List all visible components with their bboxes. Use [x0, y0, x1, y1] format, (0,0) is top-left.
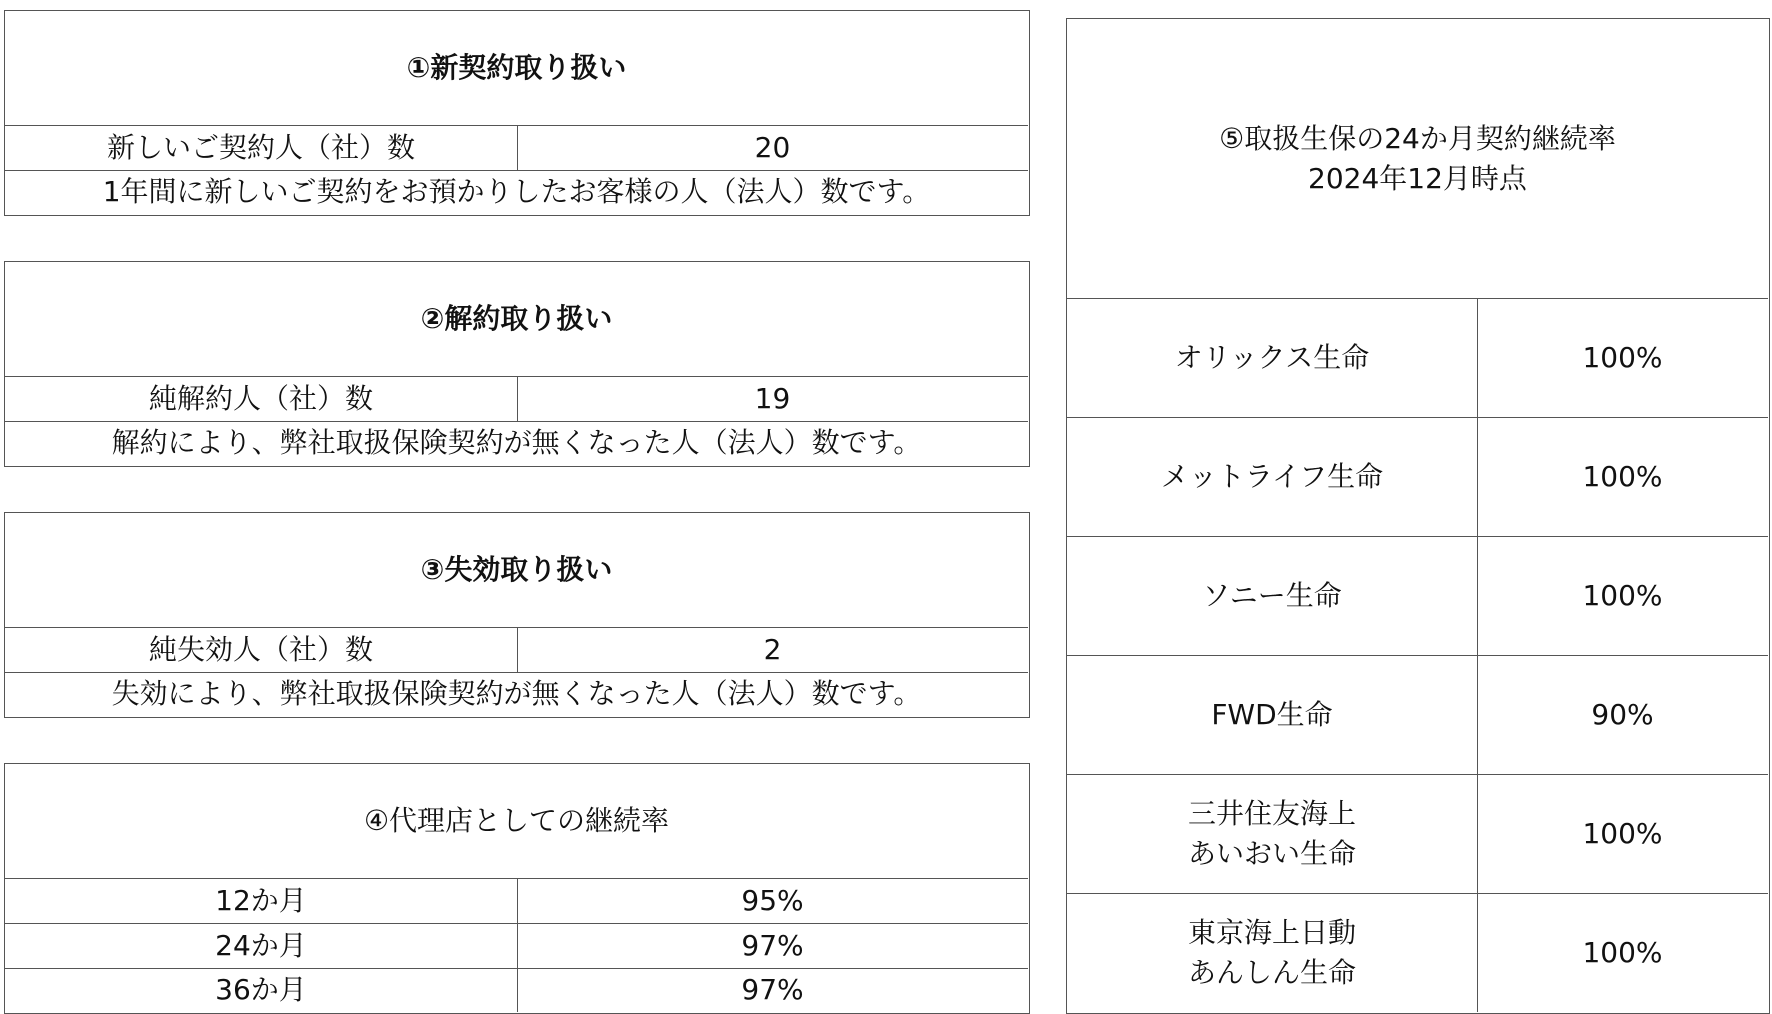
insurer-rate: 100%	[1582, 578, 1663, 612]
insurer-name-line: 東京海上日動	[1187, 916, 1356, 950]
insurer-name-line: あいおい生命	[1187, 836, 1356, 870]
insurer-retention-title	[1067, 19, 1768, 298]
retention-row-period: 24か月	[215, 928, 307, 962]
insurer-name	[1067, 417, 1477, 536]
lapses-table	[4, 512, 1030, 718]
insurer-name	[1067, 298, 1477, 417]
insurer-name	[1067, 536, 1477, 655]
cancellations-note: 解約により、弊社取扱保険契約が無くなった人（法人）数です。	[111, 426, 922, 460]
retention-row-rate: 97%	[741, 928, 804, 962]
retention-row-rate: 97%	[741, 973, 804, 1007]
insurer-name	[1067, 893, 1477, 1012]
lapses-value: 2	[763, 632, 782, 666]
insurer-name-line: 三井住友海上	[1187, 797, 1356, 831]
insurer-name-line: オリックス生命	[1174, 340, 1370, 374]
insurer-rate: 100%	[1582, 340, 1663, 374]
insurer-retention-table	[1066, 18, 1770, 1014]
new-contracts-note: 1年間に新しいご契約をお預かりしたお客様の人（法人）数です。	[102, 175, 931, 209]
new-contracts-title: ①新契約取り扱い	[406, 51, 627, 85]
cancellations-title: ②解約取り扱い	[420, 302, 613, 336]
agency-retention-table	[4, 763, 1030, 1014]
insurer-rate: 100%	[1582, 816, 1663, 850]
insurer-name-line: メットライフ生命	[1160, 459, 1384, 493]
cancellations-value: 19	[754, 381, 791, 415]
insurer-retention-title-line1: ⑤取扱生保の24か月契約継続率	[1219, 122, 1616, 156]
insurer-rate: 100%	[1582, 935, 1663, 969]
new-contracts-label: 新しいご契約人（社）数	[106, 130, 415, 164]
insurer-name-line: ソニー生命	[1202, 578, 1342, 612]
insurer-retention-title-line2: 2024年12月時点	[1308, 161, 1527, 195]
cancellations-label: 純解約人（社）数	[148, 381, 373, 415]
new-contracts-table	[4, 10, 1030, 216]
lapses-title: ③失効取り扱い	[420, 553, 613, 587]
retention-row-rate: 95%	[741, 883, 804, 917]
retention-row-period: 12か月	[215, 883, 307, 917]
lapses-note: 失効により、弊社取扱保険契約が無くなった人（法人）数です。	[111, 677, 922, 711]
insurer-rate: 100%	[1582, 459, 1663, 493]
agency-retention-title: ④代理店としての継続率	[363, 804, 670, 838]
insurer-name	[1067, 655, 1477, 774]
lapses-label: 純失効人（社）数	[148, 632, 373, 666]
cancellations-table	[4, 261, 1030, 467]
new-contracts-value: 20	[754, 130, 791, 164]
insurer-rate: 90%	[1591, 697, 1654, 731]
insurer-name-line: あんしん生命	[1187, 955, 1356, 989]
insurer-name-line: FWD生命	[1211, 697, 1333, 731]
insurer-name	[1067, 774, 1477, 893]
retention-row-period: 36か月	[215, 973, 307, 1007]
